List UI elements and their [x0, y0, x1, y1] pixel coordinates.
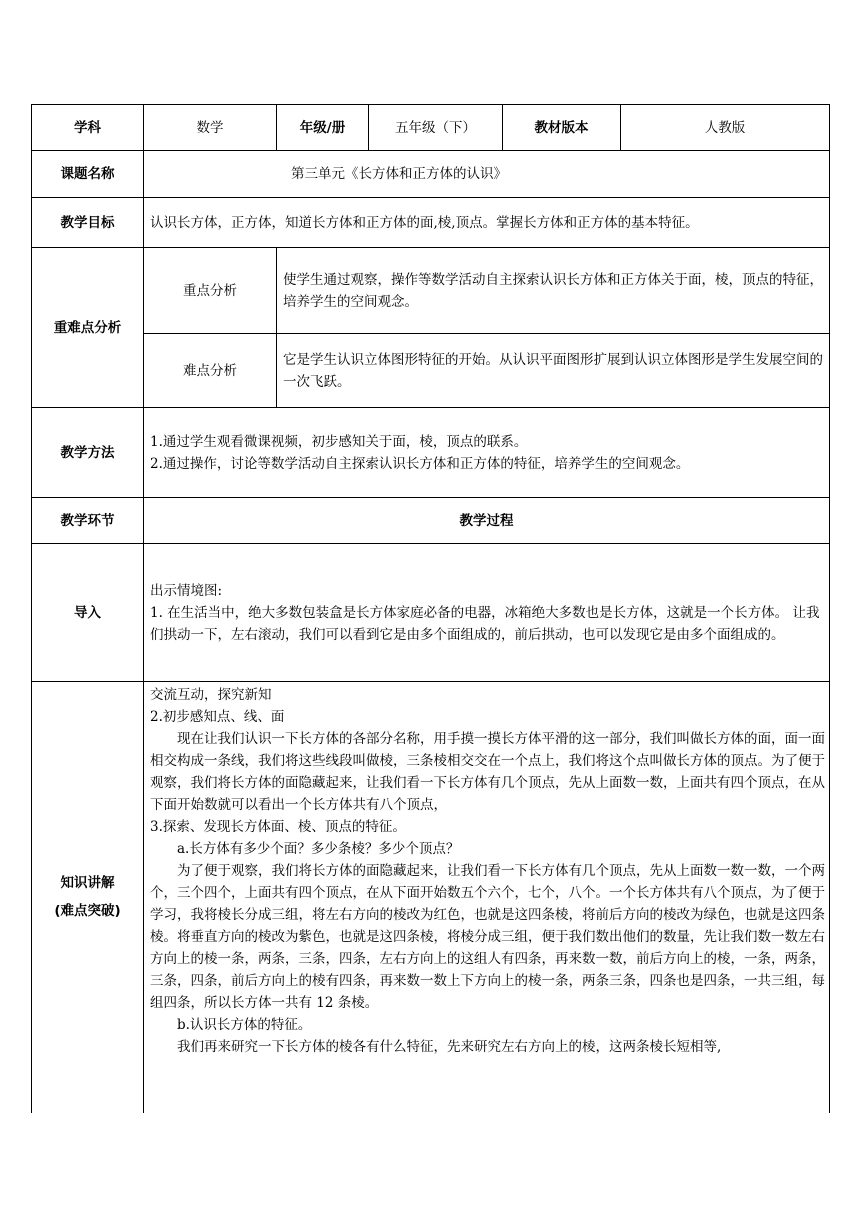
knowledge-p3: 现在让我们认识一下长方体的各部分名称，用手摸一摸长方体平滑的这一部分，我们叫做长方体的面，面一面相交构成一条线，我们将这些线段叫做棱，三条棱相交交在一个点上，我们将这个点叫做长方体的顶点。为了便于观察，我们将长方体的面隐藏起来，让我们看一下长方体有几个顶点，先从上面数一数，上面共有四个顶点，在从下面开始数就可以看出一个长方体共有八个顶点，: [150, 731, 825, 813]
subject-value: 数学: [144, 105, 277, 151]
methods-label: 教学方法: [32, 408, 144, 498]
method-line-2: 2.通过操作，讨论等数学活动自主探索认识长方体和正方体的特征，培养学生的空间观念。: [150, 455, 690, 472]
knowledge-p5: a.长方体有多少个面？多少条棱？多少个顶点？: [177, 841, 460, 857]
intro-label: 导入: [32, 544, 144, 682]
subject-label: 学科: [32, 105, 144, 151]
methods-row: [32, 408, 830, 498]
difficult-analysis-value: 它是学生认识立体图形特征的开始。从认识平面图形扩展到认识立体图形是学生发展空间的一次飞跃。: [277, 334, 830, 408]
key-analysis-value: 使学生通过观察，操作等数学活动自主探索认识长方体和正方体关于面，棱，顶点的特征，培养学生的空间观念。: [277, 248, 830, 334]
objectives-row: [32, 198, 830, 248]
grade-value: 五年级（下）: [369, 105, 503, 151]
methods-content: [144, 408, 830, 498]
knowledge-p4: 3.探索、发现长方体面、棱、顶点的特征。: [150, 819, 406, 835]
edition-label: 教材版本: [503, 105, 621, 151]
objectives-label: 教学目标: [32, 198, 144, 248]
analysis-label: 重难点分析: [32, 248, 144, 408]
edition-value: 人教版: [621, 105, 830, 151]
topic-value: 第三单元《长方体和正方体的认识》: [144, 151, 830, 198]
process-header-row: [32, 498, 830, 544]
knowledge-row: [32, 682, 830, 1113]
difficult-analysis-label: 难点分析: [144, 334, 277, 408]
method-line-1: 1.通过学生观看微课视频，初步感知关于面，棱，顶点的联系。: [150, 433, 528, 450]
knowledge-label-line-1: 知识讲解: [60, 875, 115, 892]
topic-row: [32, 151, 830, 198]
key-analysis-label: 重点分析: [144, 248, 277, 334]
knowledge-content: [144, 682, 830, 1113]
intro-line-2: 1. 在生活当中，绝大多数包装盒是长方体家庭必备的电器，冰箱绝大多数也是长方体，这就是一个长方体。 让我们拱动一下，左右滚动，我们可以看到它是由多个面组成的，前后拱动，也可以发现它是由多个面组成的。: [150, 604, 820, 643]
header-row: [32, 105, 830, 151]
stage-label: 教学环节: [32, 498, 144, 544]
knowledge-p1: 交流互动，探究新知: [150, 687, 272, 703]
knowledge-label-line-2: (难点突破): [54, 903, 121, 920]
difficult-analysis-row: [32, 334, 830, 408]
topic-label: 课题名称: [32, 151, 144, 198]
intro-line-1: 出示情境图:: [150, 582, 223, 599]
knowledge-p2: 2.初步感知点、线、面: [150, 709, 285, 725]
lesson-plan-table: [31, 104, 830, 1113]
objectives-value: 认识长方体，正方体，知道长方体和正方体的面,棱,顶点。掌握长方体和正方体的基本特征。: [144, 198, 830, 248]
intro-content: [144, 544, 830, 682]
grade-label: 年级/册: [277, 105, 369, 151]
knowledge-p6: 为了便于观察，我们将长方体的面隐藏起来，让我们看一下长方体有几个顶点，先从上面数一数一数，一个两个，三个四个，上面共有四个顶点，在从下面开始数五个六个，七个，八个。一个长方体共有八个顶点，为了便于学习，我将棱长分成三组，将左右方向的棱改为红色，也就是这四条棱，将前后方向的棱改为绿色，也就是这四条棱。将垂直方向的棱改为紫色，也就是这四条棱，将棱分成三组，便于我们数出他们的数量，先让我们数一数左右方向上的棱一条，两条，三条，四条，左右方向上的这组人有四条，再来数一数，前后方向上的棱，一条，两条，三条，四条，前后方向上的棱有四条，再来数一数上下方向上的棱一条，两条三条，四条也是四条，一共三组，每组四条，所以长方体一共有 12 条棱。: [150, 863, 825, 1011]
knowledge-label: [32, 682, 144, 1113]
intro-row: [32, 544, 830, 682]
process-label: 教学过程: [144, 498, 830, 544]
knowledge-p8: 我们再来研究一下长方体的棱各有什么特征，先来研究左右方向上的棱，这两条棱长短相等,: [177, 1039, 722, 1055]
key-analysis-row: [32, 248, 830, 334]
knowledge-p7: b.认识长方体的特征。: [177, 1017, 312, 1033]
